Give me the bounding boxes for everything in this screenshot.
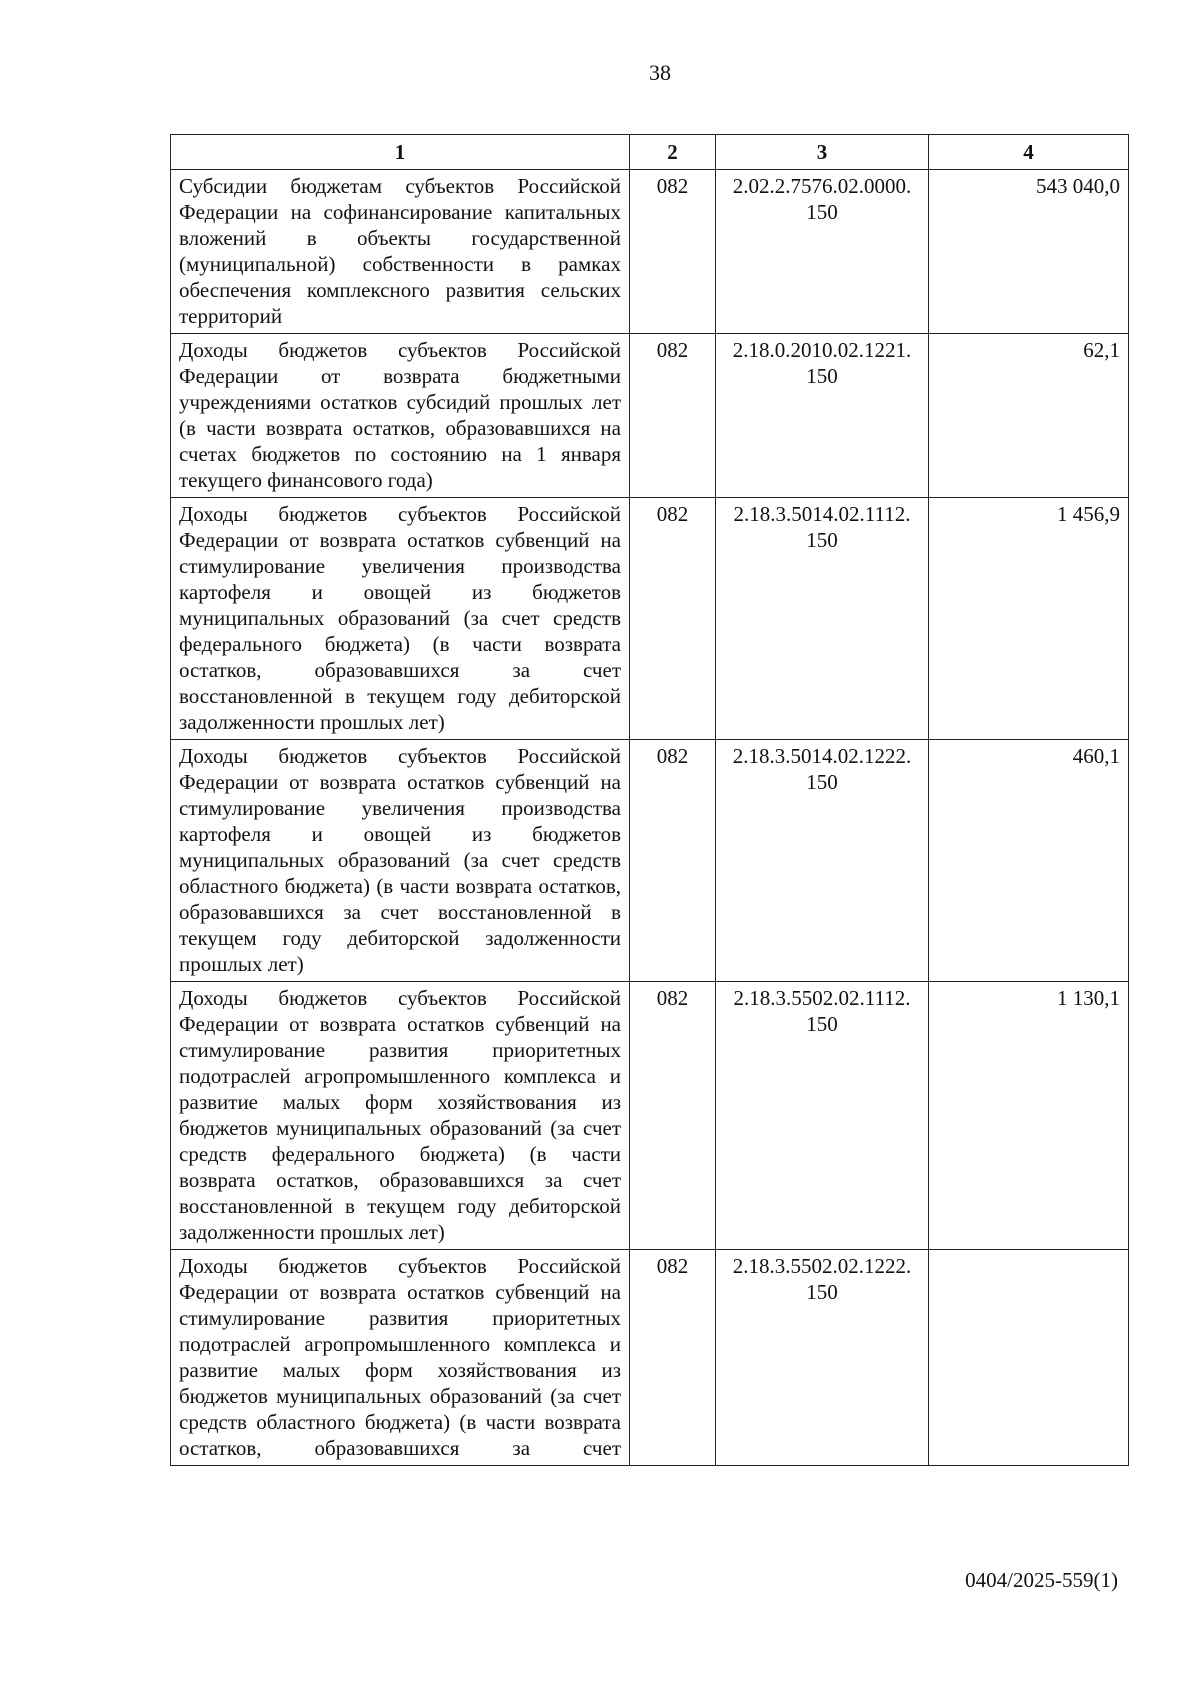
amount-cell: 1 130,1 <box>929 982 1129 1250</box>
table-row <box>171 1250 1129 1466</box>
budget-classification-code-cell: 2.18.3.5502.02.1222. 150 <box>716 1250 929 1466</box>
admin-code-cell: 082 <box>630 740 716 982</box>
table-row <box>171 740 1129 982</box>
revenue-name-cell: Доходы бюджетов субъектов Российской Федерации от возврата остатков субвенций на стимулирование развития приоритетных подотраслей агропромышленного комплекса и развитие малых форм хозяйствования из бюджетов муниципальных образований (за счет средств областного бюджета) (в части возврата остатков, образовавшихся за счет <box>171 1250 630 1466</box>
amount-cell: 460,1 <box>929 740 1129 982</box>
budget-classification-code-cell: 2.02.2.7576.02.0000. 150 <box>716 170 929 334</box>
table-row <box>171 982 1129 1250</box>
table-row <box>171 170 1129 334</box>
column-header-4: 4 <box>929 135 1129 170</box>
admin-code-cell: 082 <box>630 982 716 1250</box>
budget-classification-code-cell: 2.18.0.2010.02.1221. 150 <box>716 334 929 498</box>
revenue-name-cell: Доходы бюджетов субъектов Российской Федерации от возврата остатков субвенций на стимулирование увеличения производства картофеля и овощей из бюджетов муниципальных образований (за счет средств областного бюджета) (в части возврата остатков, образовавшихся за счет восстановленной в текущем году дебиторской задолженности прошлых лет) <box>171 740 630 982</box>
budget-revenue-table <box>170 134 1129 1466</box>
admin-code-cell: 082 <box>630 170 716 334</box>
column-header-3: 3 <box>716 135 929 170</box>
column-header-2: 2 <box>630 135 716 170</box>
amount-cell: 62,1 <box>929 334 1129 498</box>
admin-code-cell: 082 <box>630 498 716 740</box>
admin-code-cell: 082 <box>630 1250 716 1466</box>
amount-cell: 543 040,0 <box>929 170 1129 334</box>
admin-code-cell: 082 <box>630 334 716 498</box>
column-header-1: 1 <box>171 135 630 170</box>
amount-cell <box>929 1250 1129 1466</box>
budget-classification-code-cell: 2.18.3.5014.02.1222. 150 <box>716 740 929 982</box>
revenue-name-cell: Доходы бюджетов субъектов Российской Федерации от возврата бюджетными учреждениями остатков субсидий прошлых лет (в части возврата остатков, образовавшихся на счетах бюджетов по состоянию на 1 января текущего финансового года) <box>171 334 630 498</box>
revenue-name-cell: Субсидии бюджетам субъектов Российской Федерации на софинансирование капитальных вложений в объекты государственной (муниципальной) собственности в рамках обеспечения комплексного развития сельских территорий <box>171 170 630 334</box>
table-row <box>171 498 1129 740</box>
budget-classification-code-cell: 2.18.3.5502.02.1112. 150 <box>716 982 929 1250</box>
revenue-name-cell: Доходы бюджетов субъектов Российской Федерации от возврата остатков субвенций на стимулирование развития приоритетных подотраслей агропромышленного комплекса и развитие малых форм хозяйствования из бюджетов муниципальных образований (за счет средств федерального бюджета) (в части возврата остатков, образовавшихся за счет восстановленной в текущем году дебиторской задолженности прошлых лет) <box>171 982 630 1250</box>
table-row <box>171 334 1129 498</box>
table-header-row <box>171 135 1129 170</box>
page-number: 38 <box>649 60 671 85</box>
document-registration-number: 0404/2025-559(1) <box>965 1568 1118 1592</box>
amount-cell: 1 456,9 <box>929 498 1129 740</box>
revenue-name-cell: Доходы бюджетов субъектов Российской Федерации от возврата остатков субвенций на стимулирование увеличения производства картофеля и овощей из бюджетов муниципальных образований (за счет средств федерального бюджета) (в части возврата остатков, образовавшихся за счет восстановленной в текущем году дебиторской задолженности прошлых лет) <box>171 498 630 740</box>
budget-classification-code-cell: 2.18.3.5014.02.1112. 150 <box>716 498 929 740</box>
